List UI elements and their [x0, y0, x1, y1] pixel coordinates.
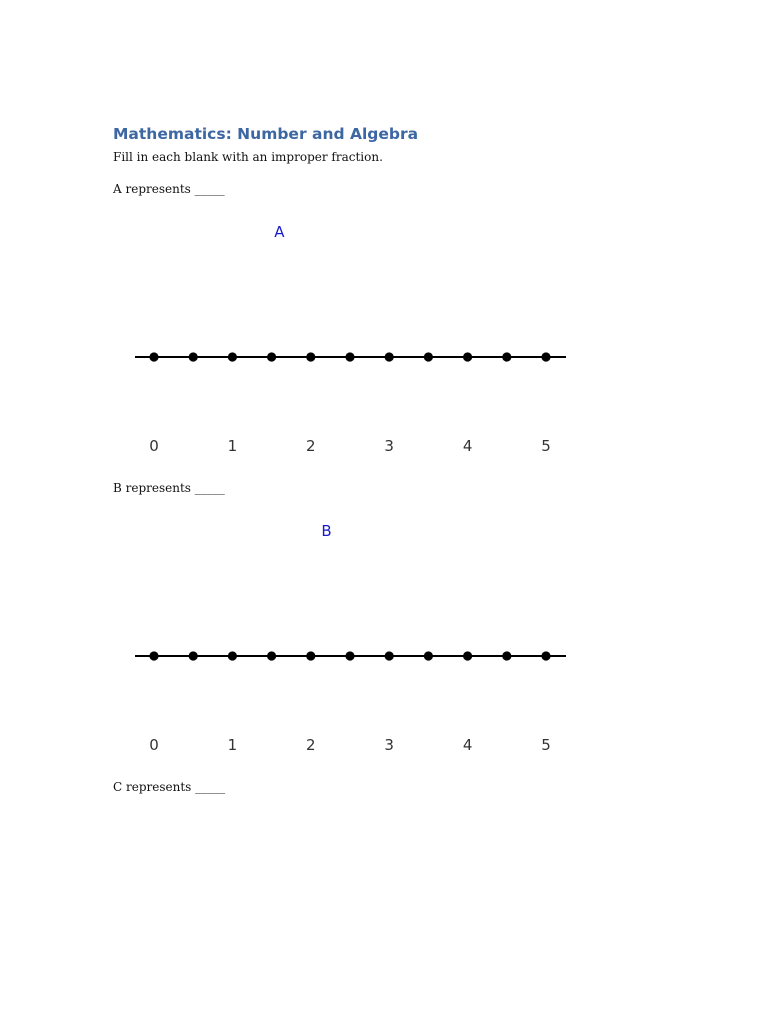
instruction-text: Fill in each blank with an improper fraction. [113, 150, 383, 164]
tick-dot [502, 352, 511, 361]
tick-dot [345, 651, 354, 660]
tick-dot [189, 651, 198, 660]
point-label-a: A [274, 223, 285, 241]
tick-label: 4 [462, 736, 473, 754]
tick-label: 1 [227, 736, 238, 754]
tick-dot [267, 352, 276, 361]
tick-dot [267, 651, 276, 660]
tick-dot [306, 352, 315, 361]
tick-dot [424, 352, 433, 361]
tick-dot [463, 651, 472, 660]
tick-dot [228, 352, 237, 361]
number-line-b [100, 514, 600, 754]
tick-dot [502, 651, 511, 660]
tick-dot [385, 651, 394, 660]
tick-label: 5 [541, 736, 551, 754]
tick-label: 1 [227, 437, 238, 455]
question-a: A represents _____ [113, 182, 225, 196]
tick-label: 3 [384, 437, 394, 455]
tick-label: 2 [306, 736, 316, 754]
tick-label: 3 [384, 736, 394, 754]
tick-label: 4 [462, 437, 473, 455]
point-label-b: B [321, 522, 332, 540]
number-line-b-svg [100, 514, 600, 754]
tick-dot [541, 352, 550, 361]
tick-dot [149, 352, 158, 361]
number-line-a [100, 215, 600, 455]
tick-label: 0 [149, 437, 159, 455]
tick-label: 2 [306, 437, 316, 455]
tick-label: 0 [149, 736, 159, 754]
tick-dot [345, 352, 354, 361]
tick-dot [463, 352, 472, 361]
tick-dot [149, 651, 158, 660]
page-title: Mathematics: Number and Algebra [113, 125, 419, 143]
question-c: C represents _____ [113, 780, 226, 794]
tick-dot [385, 352, 394, 361]
tick-dot [228, 651, 237, 660]
tick-dot [424, 651, 433, 660]
question-b: B represents _____ [113, 481, 225, 495]
number-line-a-svg [100, 215, 600, 455]
tick-dot [541, 651, 550, 660]
tick-dot [306, 651, 315, 660]
tick-label: 5 [541, 437, 551, 455]
tick-dot [189, 352, 198, 361]
